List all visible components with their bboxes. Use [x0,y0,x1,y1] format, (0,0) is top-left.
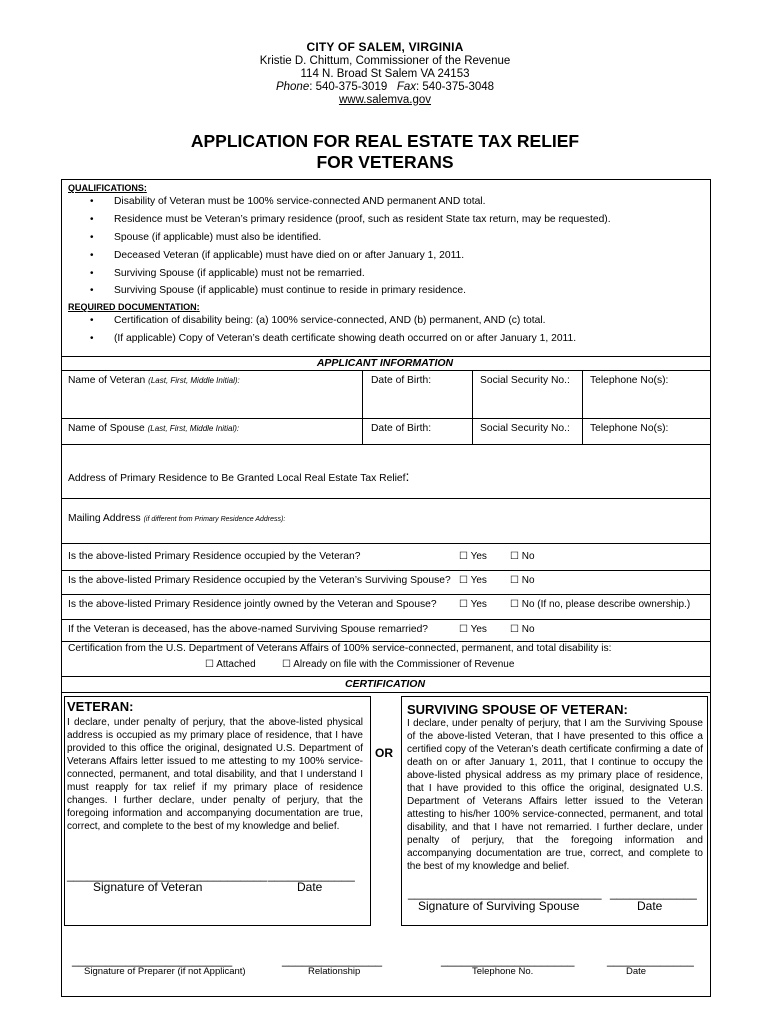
va-cert-text: Certification from the U.S. Department of Veterans Affairs of 100% service-connected, permanent, and total disability is: [68,643,612,654]
list-item: Spouse (if applicable) must also be identified. [114,232,322,243]
list-item: (If applicable) Copy of Veteran’s death certificate showing death occurred on or after January 1, 2011. [114,333,577,344]
spouse-dob-field[interactable]: Date of Birth: [371,423,432,434]
spouse-name-field[interactable]: Name of Spouse (Last, First, Middle Initial): [68,423,240,434]
bullet-icon: • [90,333,94,344]
list-item: Certification of disability being: (a) 100% service-connected, AND (b) permanent, AND (c) total. [114,315,546,326]
relationship-line[interactable]: _______________ [282,953,383,967]
yes-checkbox[interactable]: ☐ Yes [459,551,487,562]
no-checkbox[interactable]: ☐ No (If no, please describe ownership.) [510,599,691,610]
on-file-checkbox[interactable]: ☐ Already on file with the Commissioner of Revenue [282,659,515,670]
preparer-signature-line[interactable]: ________________________ [72,953,233,967]
bullet-icon: • [90,268,94,279]
bullet-icon: • [90,196,94,207]
veteran-dob-field[interactable]: Date of Birth: [371,375,432,386]
certification-heading: CERTIFICATION [344,678,426,690]
yes-checkbox[interactable]: ☐ Yes [459,624,487,635]
list-item: Disability of Veteran must be 100% service-connected AND permanent AND total. [114,196,486,207]
list-item: Surviving Spouse (if applicable) must continue to reside in primary residence. [114,285,466,296]
list-item: Residence must be Veteran’s primary residence (proof, such as resident State tax return, may be requested). [114,214,611,225]
no-checkbox[interactable]: ☐ No [510,624,535,635]
mailing-address-field[interactable]: Mailing Address (if different from Primary Residence Address): [68,513,286,524]
preparer-date-label: Date [626,966,647,977]
bullet-icon: • [90,315,94,326]
no-checkbox[interactable]: ☐ No [510,575,535,586]
bullet-icon: • [90,232,94,243]
or-separator: OR [375,746,393,760]
telephone-label: Telephone No. [472,966,534,977]
spouse-ssn-field[interactable]: Social Security No.: [480,423,570,434]
list-item: Surviving Spouse (if applicable) must not be remarried. [114,268,365,279]
commissioner-name: Kristie D. Chittum, Commissioner of the Revenue [259,55,511,67]
question-text: Is the above-listed Primary Residence occupied by the Veteran’s Surviving Spouse? [68,575,451,586]
no-checkbox[interactable]: ☐ No [510,551,535,562]
fax-label: Fax [396,81,417,93]
spouse-date-label: Date [637,899,663,913]
veteran-name-field[interactable]: Name of Veteran (Last, First, Middle Initial): [68,375,240,386]
bullet-icon: • [90,214,94,225]
fax-number: : 540-375-3048 [416,81,495,93]
yes-checkbox[interactable]: ☐ Yes [459,575,487,586]
spouse-signature-line[interactable]: _____________________________ [408,886,602,900]
veteran-ssn-field[interactable]: Social Security No.: [480,375,570,386]
question-text: Is the above-listed Primary Residence occupied by the Veteran? [68,551,361,562]
spouse-cert-heading: SURVIVING SPOUSE OF VETERAN: [407,702,628,717]
documentation-heading: REQUIRED DOCUMENTATION: [68,302,200,312]
bullet-icon: • [90,250,94,261]
attached-checkbox[interactable]: ☐ Attached [205,659,256,670]
qualifications-heading: QUALIFICATIONS: [68,183,147,193]
phone-number: : 540-375-3019 [309,81,388,93]
veteran-signature-line[interactable]: ______________________________ [67,868,268,882]
relationship-label: Relationship [308,966,361,977]
form-title-line1: APPLICATION FOR REAL ESTATE TAX RELIEF [190,131,580,151]
primary-address-field[interactable]: Address of Primary Residence to Be Granted Local Real Estate Tax Relief: [68,468,410,484]
spouse-date-line[interactable]: _____________ [610,886,697,900]
telephone-line[interactable]: ____________________ [441,953,575,967]
yes-checkbox[interactable]: ☐ Yes [459,599,487,610]
veteran-declaration: I declare, under penalty of perjury, that the above-listed physical address is occupied as my primary place of residence, that I have provided to this office the original, designated U.S. Department of Veterans Affairs letter issued to me attesting to my 100% service-connected, permanent, and total disability, and that I understand I must reapply for tax relief if my primary place of residence changes. I further declare, under penalty of perjury, that the foregoing information and accompanying documentation are true, correct, and complete to the best of my knowledge and belief. [67,717,363,832]
veteran-phone-field[interactable]: Telephone No(s): [590,375,669,386]
spouse-declaration: I declare, under penalty of perjury, that I am the Surviving Spouse of the above-listed Veteran, that I have presented to this office a certified copy of the Veteran’s death certificate confirming a date of death on or after January 1, 2011, that I continue to occupy the above-listed physical address as my primary place of residence, that I have provided to this office the original, designated U.S. Department of Veterans Affairs letter issued to the Veteran attesting to his/her 100% service-connected, permanent, and total disability, and that I have not remarried. I further declare, under penalty of perjury, that the foregoing information and accompanying documentation are true, correct, and complete to the best of my knowledge and belief. [407,718,703,872]
spouse-signature-label: Signature of Surviving Spouse [418,899,580,913]
phone-label: Phone [275,81,310,93]
veteran-date-line[interactable]: _____________ [268,868,355,882]
veteran-date-label: Date [297,880,323,894]
office-address: 114 N. Broad St Salem VA 24153 [300,68,470,80]
spouse-phone-field[interactable]: Telephone No(s): [590,423,669,434]
city-name: CITY OF SALEM, VIRGINIA [306,40,464,54]
bullet-icon: • [90,285,94,296]
applicant-info-heading: APPLICANT INFORMATION [316,357,454,369]
veteran-signature-label: Signature of Veteran [93,880,203,894]
contact-line [0,81,770,93]
preparer-signature-label: Signature of Preparer (if not Applicant) [84,966,246,977]
form-title-line2: FOR VETERANS [316,152,454,172]
veteran-cert-heading: VETERAN: [67,699,134,714]
website-link[interactable]: www.salemva.gov [338,94,432,106]
question-text: If the Veteran is deceased, has the above-named Surviving Spouse remarried? [68,624,429,635]
preparer-date-line[interactable]: _____________ [607,953,694,967]
question-text: Is the above-listed Primary Residence jointly owned by the Veteran and Spouse? [68,599,437,610]
list-item: Deceased Veteran (if applicable) must have died on or after January 1, 2011. [114,250,465,261]
